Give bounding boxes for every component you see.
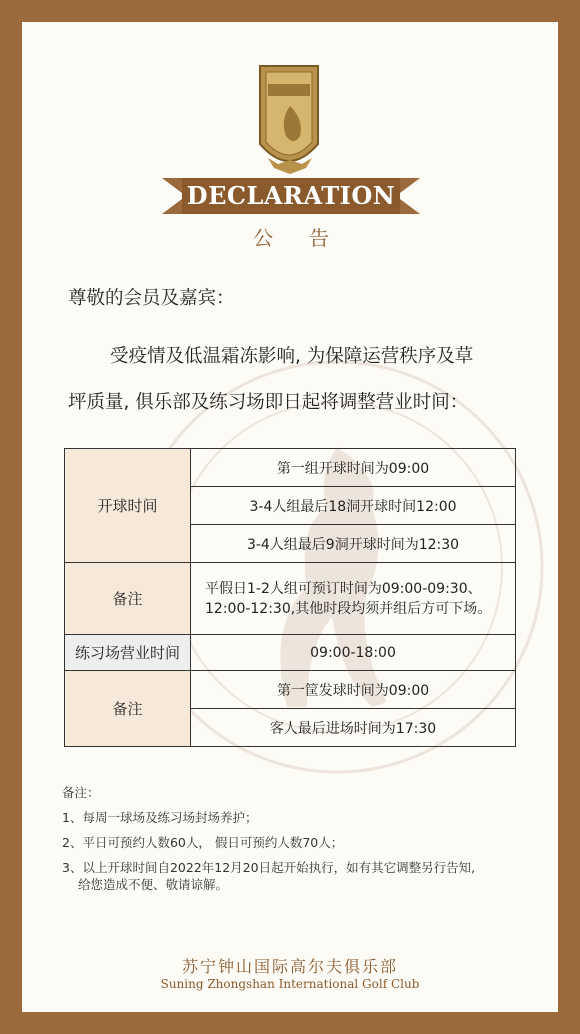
- note-label-2: 备注: [65, 671, 191, 747]
- note-item-continuation: 给您造成不便、敬请谅解。: [78, 877, 229, 892]
- notes-heading: 备注：: [62, 785, 100, 800]
- banner-title: DECLARATION: [186, 181, 396, 210]
- notice-subtitle: 公告: [253, 226, 365, 250]
- notice-paper: [22, 22, 558, 1012]
- body-line-2: 坪质量, 俱乐部及练习场即日起将调整营业时间：: [68, 392, 469, 413]
- range-row-1: 第一筐发球时间为09:00: [191, 671, 516, 709]
- note-item: 2、平日可预约人数60人， 假日可预约人数70人；: [62, 835, 344, 850]
- range-row-2: 客人最后进场时间为17:30: [191, 709, 516, 747]
- range-hours-value: 09:00-18:00: [191, 635, 516, 671]
- body-line-1: 受疫情及低温霜冻影响, 为保障运营秩序及草: [110, 346, 474, 367]
- tee-time-label: 开球时间: [65, 449, 191, 563]
- notes-section: [62, 780, 542, 894]
- note-text-1: 平假日1-2人组可预订时间为09:00-09:30、12:00-12:30,其他时段均须并组后方可下场。: [191, 563, 516, 635]
- club-name-en: Suning Zhongshan International Golf Club: [160, 977, 420, 991]
- note-label-1: 备注: [65, 563, 191, 635]
- greeting: 尊敬的会员及嘉宾：: [68, 288, 235, 309]
- club-name-cn: 苏宁钟山国际高尔夫俱乐部: [181, 957, 398, 976]
- schedule-table: [64, 448, 516, 747]
- range-hours-label: 练习场营业时间: [65, 635, 191, 671]
- tee-row-3: 3-4人组最后9洞开球时间为12:30: [191, 525, 516, 563]
- tee-row-2: 3-4人组最后18洞开球时间12:00: [191, 487, 516, 525]
- notice-body: [68, 334, 528, 426]
- note-item: 3、以上开球时间自2022年12月20日起开始执行，如有其它调整另行告知,: [62, 860, 476, 875]
- tee-row-1: 第一组开球时间为09:00: [191, 449, 516, 487]
- club-crest-icon: [254, 62, 324, 180]
- note-item: 1、每周一球场及练习场封场养护；: [62, 810, 258, 825]
